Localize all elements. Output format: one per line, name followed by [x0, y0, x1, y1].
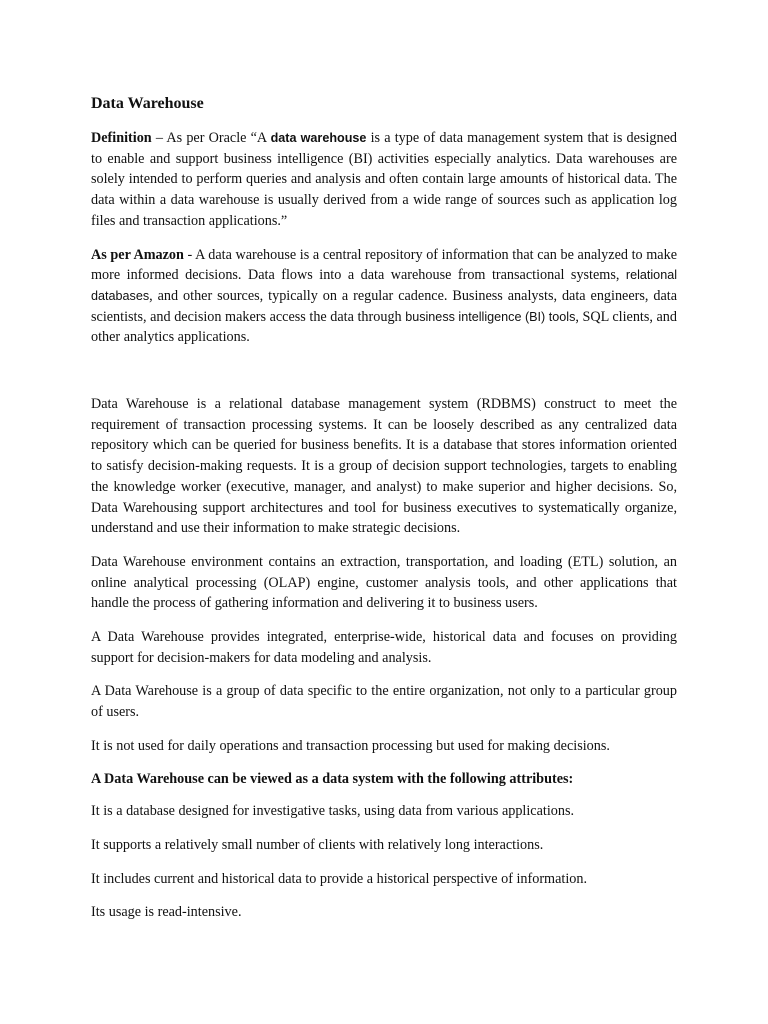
- definition-paragraph: [91, 128, 677, 232]
- definition-label: Definition: [91, 130, 152, 146]
- definition-dash: – As per Oracle “A: [151, 130, 271, 146]
- body-paragraph-decisions: It is not used for daily operations and transaction processing but used for making decisions.: [91, 737, 610, 754]
- attribute-item: It includes current and historical data to provide a historical perspective of information.: [91, 870, 588, 887]
- amazon-text-2: , and other sources, typically on a regular cadence. Business analysts, data engineers, data scientists, and decision makers access the data through: [91, 287, 677, 325]
- attribute-item: It supports a relatively small number of clients with relatively long interactions.: [91, 836, 544, 853]
- definition-term: data warehouse: [270, 131, 367, 145]
- attribute-item: It is a database designed for investigative tasks, using data from various applications.: [91, 803, 575, 820]
- blank-gap: [91, 361, 677, 394]
- attribute-item: Its usage is read-intensive.: [91, 904, 242, 921]
- amazon-paragraph: [91, 245, 677, 349]
- body-paragraph-etl: Data Warehouse environment contains an extraction, transportation, and loading (ETL) solution, an online analytical processing (OLAP) engine, customer analysis tools, and other applications that handle the process of gathering information and delivering it to business users.: [91, 553, 677, 612]
- body-paragraph-organization: A Data Warehouse is a group of data specific to the entire organization, not only to a particular group of users.: [91, 683, 677, 721]
- attributes-heading: A Data Warehouse can be viewed as a data system with the following attributes:: [91, 770, 574, 787]
- amazon-term-bi-tools: business intelligence (BI) tools: [405, 309, 576, 324]
- amazon-label: As per Amazon: [91, 246, 184, 263]
- document-page: [91, 92, 677, 936]
- body-paragraph-rdbms: Data Warehouse is a relational database management system (RDBMS) construct to meet the requirement of transaction processing systems. It can be loosely described as any centralized data repository which can be queried for business benefits. It is a database that stores information oriented to satisfy decision-making requests. It is a group of decision support technologies, targets to enabling the knowledge worker (executive, manager, and analyst) to make superior and higher decisions. So, Data Warehousing support architectures and tool for business executives to systematically organize, understand and use their information to make strategic decisions.: [91, 396, 677, 537]
- body-paragraph-integrated: A Data Warehouse provides integrated, enterprise-wide, historical data and focuses on providing support for decision-makers for data modeling and analysis.: [91, 629, 677, 666]
- page-title: Data Warehouse: [91, 95, 204, 112]
- amazon-term-relational-databases: relational databases: [91, 268, 677, 303]
- amazon-text-1: - A data warehouse is a central repository of information that can be analyzed to make more informed decisions. Data flows into a data warehouse from transactional systems,: [91, 246, 677, 284]
- amazon-text-3: , SQL clients, and other analytics applications.: [91, 308, 677, 346]
- definition-text: is a type of data management system that is designed to enable and support business intelligence (BI) activities especially analytics. Data warehouses are solely intended to perform queries and analysis and often contain large amounts of historical data. The data within a data warehouse is usually derived from a wide range of sources such as application log files and transaction applications.”: [91, 130, 677, 229]
